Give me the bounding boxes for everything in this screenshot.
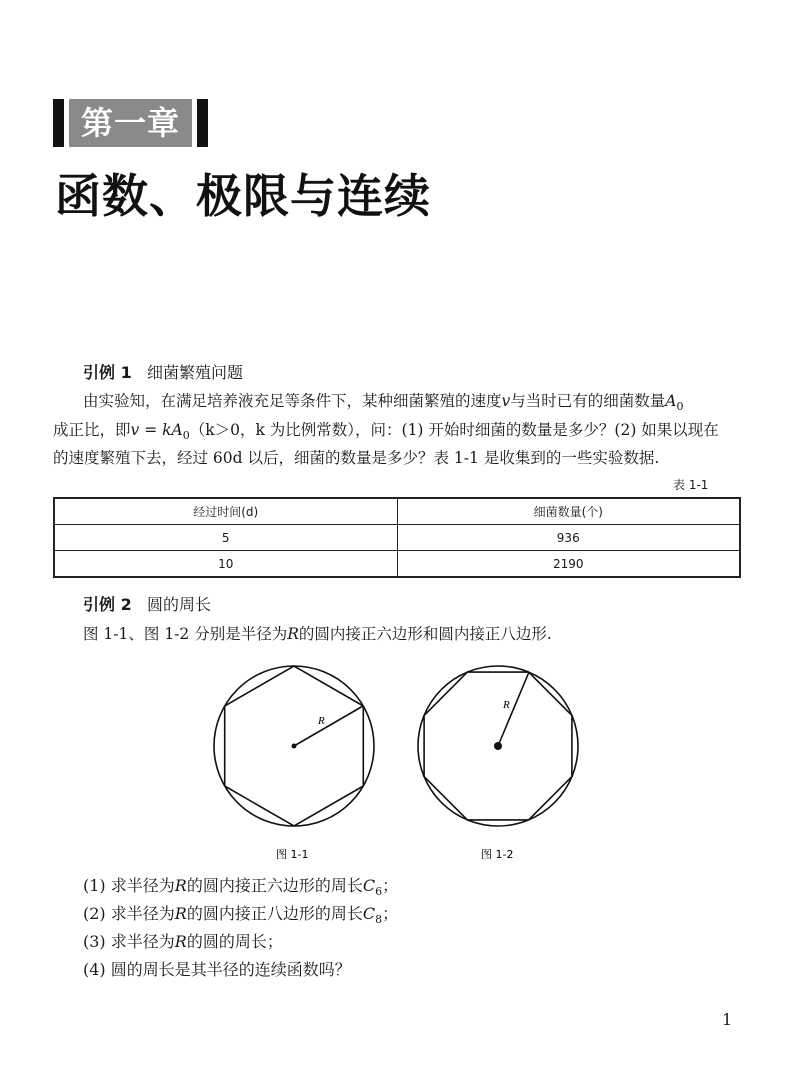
q1-text-a: (1) 求半径为 <box>83 876 175 895</box>
example2-line1-text-b: 的圆内接正六边形和圆内接正八边形. <box>298 625 552 643</box>
fig1-radius-label: R <box>318 715 325 727</box>
q2-text-a: (2) 求半径为 <box>83 904 175 923</box>
table-header-count: 细菌数量(个) <box>397 498 740 525</box>
example2-heading: 引例 2 <box>83 595 132 614</box>
example1-name: 细菌繁殖问题 <box>146 363 243 382</box>
table-header-time: 经过时间(d) <box>54 498 397 525</box>
q3-var-R: R <box>174 932 187 951</box>
example1-var-A: A <box>665 392 677 410</box>
example1-line2-text-a: 成正比，即 <box>53 421 131 439</box>
fig1-radius <box>294 706 363 746</box>
fig2-center <box>494 742 502 750</box>
q1-text-b: 的圆内接正六边形的周长 <box>186 876 363 895</box>
table-cell-time: 10 <box>54 551 397 578</box>
q2-text-b: 的圆内接正八边形的周长 <box>186 904 363 923</box>
example1-line1-text-a: 由实验知，在满足培养液充足等条件下，某种细菌繁殖的速度 <box>83 392 502 410</box>
example2-var-R: R <box>287 625 299 643</box>
question-2 <box>83 902 398 932</box>
question-1 <box>83 874 398 904</box>
table-cell-time: 5 <box>54 525 397 551</box>
example2-line1-text-a: 图 1-1、图 1-2 分别是半径为 <box>83 625 288 643</box>
q1-var-C-sub: 6 <box>375 885 383 899</box>
q1-var-C: C <box>362 876 376 895</box>
q2-var-R: R <box>174 904 187 923</box>
q3-text-b: 的圆的周长； <box>186 932 283 951</box>
q2-var-C-sub: 8 <box>375 913 383 927</box>
table-caption: 表 1-1 <box>673 478 709 492</box>
example1-line3: 的速度繁殖下去，经过 60d 以后，细菌的数量是多少？表 1-1 是收集到的一些实验数据. <box>53 449 660 467</box>
q1-var-R: R <box>174 876 187 895</box>
example1-equation: v = kA <box>130 421 183 439</box>
chapter-label: 第一章 <box>80 104 180 142</box>
example2-name: 圆的周长 <box>146 595 211 614</box>
q2-var-C: C <box>362 904 376 923</box>
example1-line1-text-b: 与当时已有的细菌数量 <box>510 392 666 410</box>
page-number: 1 <box>722 1010 733 1029</box>
table-cell-count: 2190 <box>397 551 740 578</box>
example1-equation-sub: 0 <box>182 429 190 443</box>
example1-line2-text-b: （k＞0，k 为比例常数），问：(1) 开始时细菌的数量是多少？(2) 如果以现在 <box>189 421 719 439</box>
q2-end: ； <box>382 904 399 923</box>
fig2-caption: 图 1-2 <box>481 848 514 861</box>
q1-end: ； <box>382 876 399 895</box>
example1-heading: 引例 1 <box>83 363 132 382</box>
q3-text-a: (3) 求半径为 <box>83 932 175 951</box>
chapter-title: 函数、极限与连续 <box>55 169 431 223</box>
example1-var-v: v <box>501 392 511 410</box>
fig1-caption: 图 1-1 <box>276 848 309 861</box>
table-cell-count: 936 <box>397 525 740 551</box>
fig2-radius-label: R <box>503 699 510 711</box>
example1-var-A-sub: 0 <box>676 400 684 414</box>
fig1-center <box>292 744 297 749</box>
question-3 <box>83 930 283 954</box>
question-4: (4) 圆的周长是其半径的连续函数吗？ <box>83 960 351 979</box>
